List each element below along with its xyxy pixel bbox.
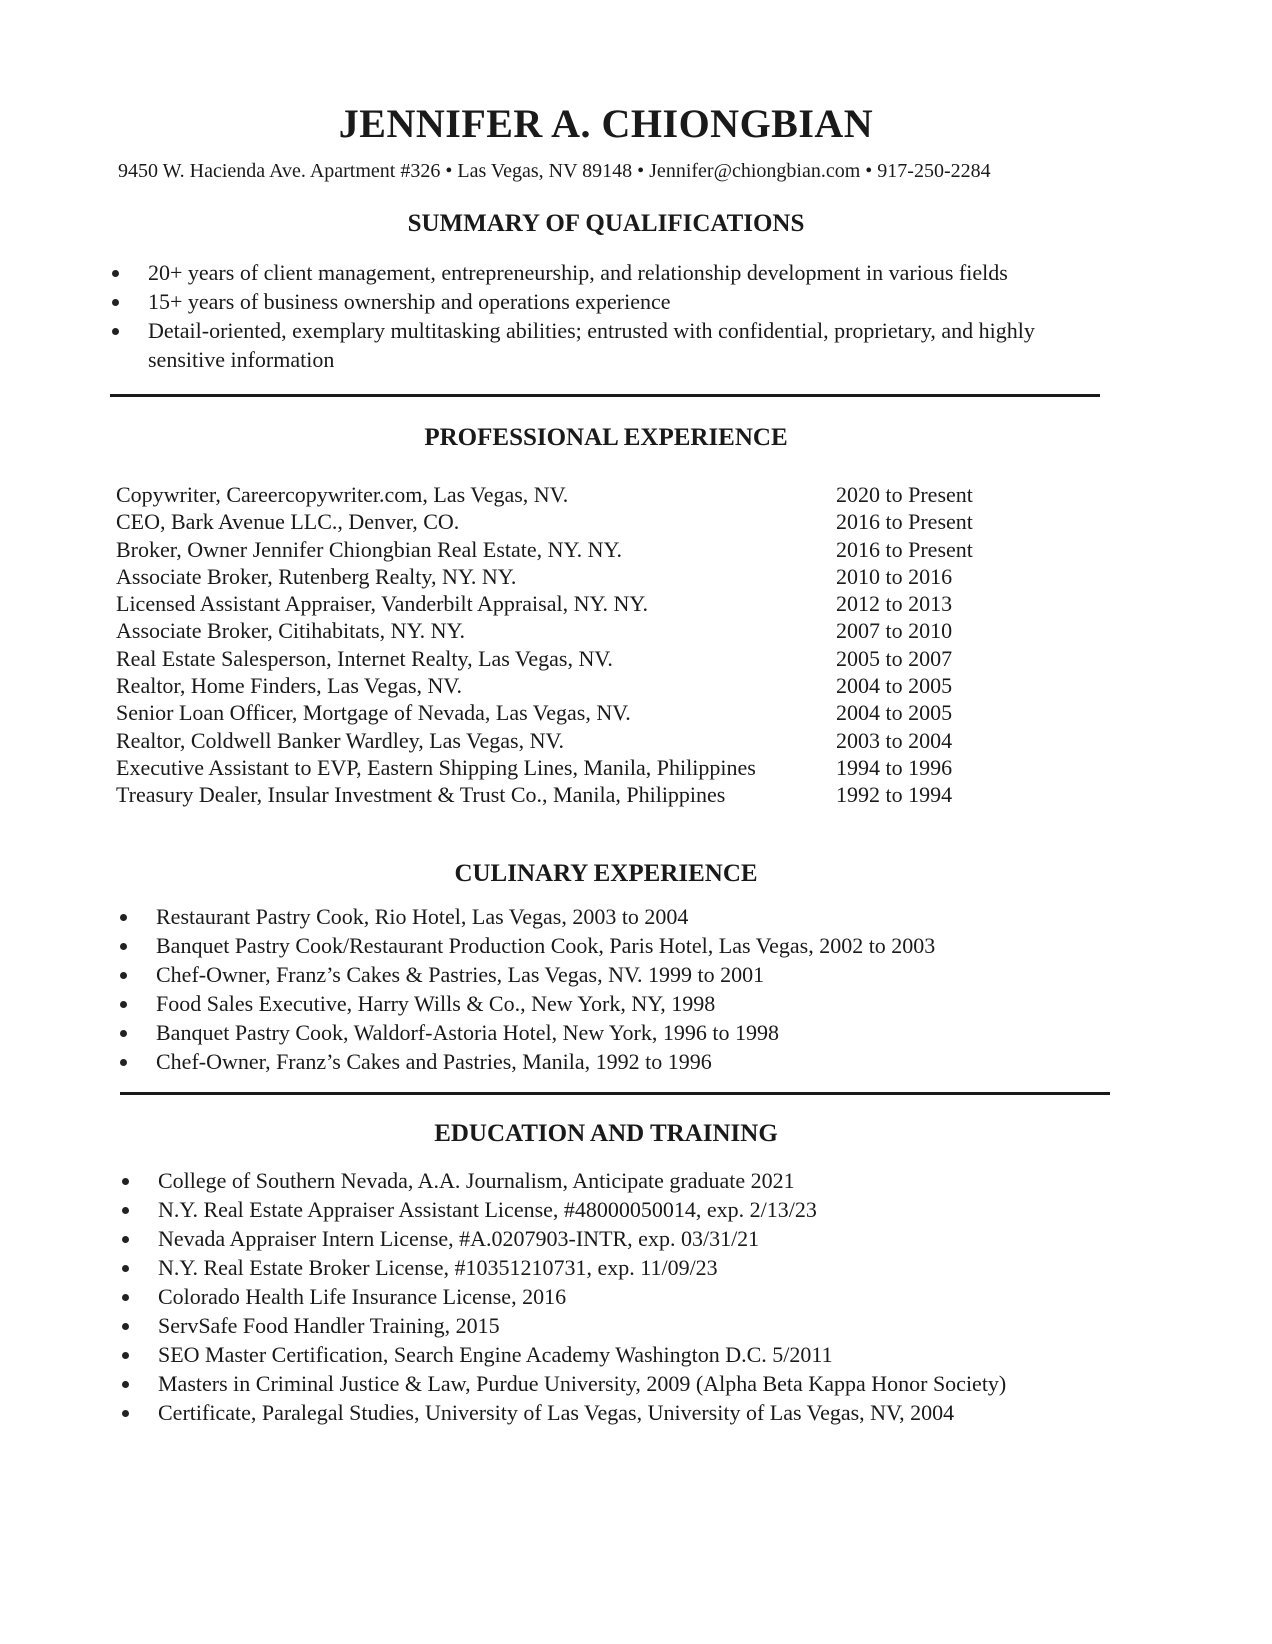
experience-row bbox=[116, 727, 973, 754]
experience-row bbox=[116, 590, 973, 617]
bullet-icon bbox=[120, 1059, 127, 1066]
experience-row bbox=[116, 699, 973, 726]
job-title: Copywriter, Careercopywriter.com, Las Vegas, NV. bbox=[116, 482, 569, 507]
item-text: Banquet Pastry Cook/Restaurant Production Cook, Paris Hotel, Las Vegas, 2002 to 2003 bbox=[156, 933, 936, 958]
list-item bbox=[156, 931, 935, 960]
culinary-heading: CULINARY EXPERIENCE bbox=[454, 860, 758, 887]
bullet-icon bbox=[120, 943, 127, 950]
job-title: Realtor, Home Finders, Las Vegas, NV. bbox=[116, 673, 462, 699]
list-item bbox=[158, 1253, 1006, 1282]
list-item bbox=[158, 1340, 1006, 1369]
job-dates: 2012 to 2013 bbox=[836, 591, 953, 617]
job-title: Realtor, Coldwell Banker Wardley, Las Vegas, NV. bbox=[116, 727, 565, 753]
job-title: Senior Loan Officer, Mortgage of Nevada, Las Vegas, NV. bbox=[116, 700, 631, 726]
bullet-icon bbox=[122, 1178, 129, 1185]
bullet-icon bbox=[122, 1410, 129, 1417]
bullet-icon bbox=[122, 1265, 129, 1272]
item-text: Chef-Owner, Franz’s Cakes & Pastries, Las Vegas, NV. 1999 to 2001 bbox=[156, 962, 765, 987]
bullet-icon bbox=[120, 972, 127, 979]
job-dates: 1994 to 1996 bbox=[836, 754, 953, 780]
divider bbox=[110, 394, 1100, 397]
job-title: Real Estate Salesperson, Internet Realty, Las Vegas, NV. bbox=[116, 645, 613, 671]
job-dates: 2010 to 2016 bbox=[836, 563, 953, 589]
list-item bbox=[158, 1224, 1006, 1253]
list-item bbox=[158, 1398, 1006, 1427]
item-text: ServSafe Food Handler Training, 2015 bbox=[158, 1313, 500, 1338]
experience-list bbox=[116, 481, 973, 809]
list-item bbox=[148, 258, 1088, 287]
education-list bbox=[158, 1166, 1006, 1427]
list-item bbox=[156, 1047, 935, 1076]
item-text: N.Y. Real Estate Appraiser Assistant License, #48000050014, exp. 2/13/23 bbox=[158, 1197, 817, 1222]
item-text: Food Sales Executive, Harry Wills & Co., New York, NY, 1998 bbox=[156, 991, 716, 1016]
summary-heading: SUMMARY OF QUALIFICATIONS bbox=[407, 210, 805, 237]
item-text: Certificate, Paralegal Studies, University of Las Vegas, University of Las Vegas, NV, 2004 bbox=[158, 1400, 955, 1425]
item-text: 20+ years of client management, entrepreneurship, and relationship development in various fields bbox=[148, 260, 1008, 285]
bullet-icon bbox=[122, 1207, 129, 1214]
job-title: Associate Broker, Citihabitats, NY. NY. bbox=[116, 618, 466, 644]
bullet-icon bbox=[122, 1323, 129, 1330]
list-item bbox=[148, 287, 1088, 316]
job-title: Licensed Assistant Appraiser, Vanderbilt Appraisal, NY. NY. bbox=[116, 591, 648, 617]
item-text: SEO Master Certification, Search Engine Academy Washington D.C. 5/2011 bbox=[158, 1342, 833, 1367]
list-item bbox=[158, 1282, 1006, 1311]
item-text: Restaurant Pastry Cook, Rio Hotel, Las Vegas, 2003 to 2004 bbox=[156, 904, 689, 929]
bullet-icon bbox=[112, 328, 119, 335]
item-text: 15+ years of business ownership and operations experience bbox=[148, 289, 671, 314]
item-text: Detail-oriented, exemplary multitasking abilities; entrusted with confidential, proprietary, and highly sensitive information bbox=[148, 318, 1035, 372]
item-text: Chef-Owner, Franz’s Cakes and Pastries, Manila, 1992 to 1996 bbox=[156, 1049, 712, 1074]
job-title: Treasury Dealer, Insular Investment & Trust Co., Manila, Philippines bbox=[116, 782, 726, 808]
list-item bbox=[156, 989, 935, 1018]
bullet-icon bbox=[120, 914, 127, 921]
bullet-icon bbox=[112, 299, 119, 306]
job-dates: 2007 to 2010 bbox=[836, 618, 953, 644]
contact-info: 9450 W. Hacienda Ave. Apartment #326 • Las Vegas, NV 89148 • Jennifer@chiongbian.com • 917-250-2284 bbox=[118, 160, 991, 182]
list-item bbox=[156, 1018, 935, 1047]
job-dates: 2004 to 2005 bbox=[836, 700, 953, 726]
item-text: Nevada Appraiser Intern License, #A.0207903-INTR, exp. 03/31/21 bbox=[158, 1226, 760, 1251]
item-text: Banquet Pastry Cook, Waldorf-Astoria Hotel, New York, 1996 to 1998 bbox=[156, 1020, 779, 1045]
bullet-icon bbox=[120, 1001, 127, 1008]
item-text: Colorado Health Life Insurance License, 2016 bbox=[158, 1284, 567, 1309]
list-item bbox=[158, 1166, 1006, 1195]
job-title: CEO, Bark Avenue LLC., Denver, CO. bbox=[116, 509, 460, 535]
culinary-list bbox=[156, 902, 935, 1076]
bullet-icon bbox=[120, 1030, 127, 1037]
list-item bbox=[156, 960, 935, 989]
job-dates: 1992 to 1994 bbox=[836, 782, 953, 808]
list-item bbox=[148, 316, 1088, 374]
divider bbox=[120, 1092, 1110, 1095]
experience-row bbox=[116, 508, 973, 535]
experience-row bbox=[116, 536, 973, 563]
job-title: Associate Broker, Rutenberg Realty, NY. NY. bbox=[116, 563, 517, 589]
experience-row bbox=[116, 563, 973, 590]
job-dates: 2003 to 2004 bbox=[836, 727, 953, 753]
list-item bbox=[156, 902, 935, 931]
experience-row bbox=[116, 781, 973, 808]
item-text: N.Y. Real Estate Broker License, #10351210731, exp. 11/09/23 bbox=[158, 1255, 718, 1280]
job-dates: 2005 to 2007 bbox=[836, 645, 953, 671]
bullet-icon bbox=[122, 1294, 129, 1301]
experience-row bbox=[116, 617, 973, 644]
candidate-name: JENNIFER A. CHIONGBIAN bbox=[338, 101, 874, 146]
summary-list bbox=[148, 258, 1088, 374]
education-heading: EDUCATION AND TRAINING bbox=[434, 1120, 778, 1147]
bullet-icon bbox=[122, 1352, 129, 1359]
job-dates: 2020 to Present bbox=[836, 482, 973, 507]
experience-row bbox=[116, 645, 973, 672]
experience-row bbox=[116, 754, 973, 781]
experience-row bbox=[116, 481, 973, 508]
experience-row bbox=[116, 672, 973, 699]
job-dates: 2016 to Present bbox=[836, 536, 973, 562]
bullet-icon bbox=[112, 270, 119, 277]
job-title: Broker, Owner Jennifer Chiongbian Real Estate, NY. NY. bbox=[116, 536, 623, 562]
job-title: Executive Assistant to EVP, Eastern Shipping Lines, Manila, Philippines bbox=[116, 754, 756, 780]
item-text: College of Southern Nevada, A.A. Journalism, Anticipate graduate 2021 bbox=[158, 1168, 795, 1193]
list-item bbox=[158, 1369, 1006, 1398]
professional-heading: PROFESSIONAL EXPERIENCE bbox=[424, 424, 788, 451]
list-item bbox=[158, 1195, 1006, 1224]
list-item bbox=[158, 1311, 1006, 1340]
bullet-icon bbox=[122, 1381, 129, 1388]
bullet-icon bbox=[122, 1236, 129, 1243]
job-dates: 2004 to 2005 bbox=[836, 673, 953, 699]
job-dates: 2016 to Present bbox=[836, 509, 973, 535]
item-text: Masters in Criminal Justice & Law, Purdue University, 2009 (Alpha Beta Kappa Honor Society) bbox=[158, 1371, 1007, 1396]
